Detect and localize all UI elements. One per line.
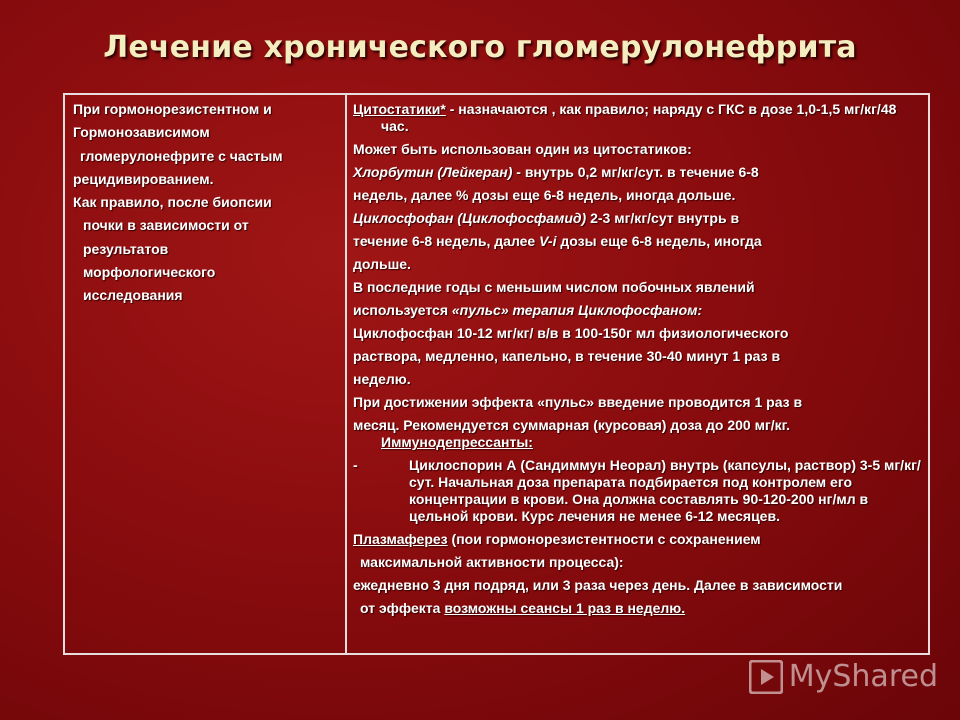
cyclosporine-text: Циклоспорин А (Сандиммун Неорал) внутрь (капсулы, раствор) 3-5 мг/кг/сут. Начальная доза препарата подбирается под контролем его концентрации в крови. Она должна составлять 90-120-200 нг/мл в цельной крови. Курс лечения не менее 6-12 месяцев. bbox=[409, 457, 921, 524]
chlorbutin-line: Хлорбутин (Лейкеран) - внутрь 0,2 мг/кг/сут. в течение 6-8 bbox=[353, 164, 759, 180]
cytostatics-paragraph: Цитостатики* - назначаются , как правило; наряду с ГКС в дозе 1,0-1,5 мг/кг/48 час. bbox=[353, 101, 897, 134]
cyclophosphamide-end-line: дольше. bbox=[353, 256, 411, 272]
plasmapheresis-line: Плазмаферез (пои гормонорезистентности с сохранением bbox=[353, 531, 761, 547]
plasmapheresis-heading: Плазмаферез bbox=[353, 531, 448, 547]
cytostatics-heading: Цитостатики* bbox=[353, 101, 446, 117]
indication-line: рецидивированием. bbox=[73, 170, 214, 187]
cytostatics-choice-text: Может быть использован один из цитостатиков: bbox=[353, 141, 692, 157]
plasmapheresis-sessions-line: от эффекта возможны сеансы 1 раз в неделю. bbox=[360, 600, 686, 616]
indication-line: морфологического bbox=[83, 264, 216, 281]
indication-line: почки в зависимости от bbox=[83, 217, 249, 234]
treatment-details-cell bbox=[347, 95, 928, 653]
play-icon bbox=[749, 660, 783, 694]
indications-cell bbox=[65, 95, 347, 653]
indication-line: Гормонозависимом bbox=[73, 124, 210, 141]
indication-line: результатов bbox=[83, 240, 169, 257]
indication-line: исследования bbox=[83, 287, 183, 304]
pulse-therapy-line: используется «пульс» терапия Циклофосфаном: bbox=[353, 302, 703, 318]
pulse-intro-line: В последние годы с меньшим числом побочных явлений bbox=[353, 279, 755, 295]
slide-title: Лечение хронического гломерулонефрита bbox=[103, 30, 857, 65]
course-dose-paragraph: месяц. Рекомендуется суммарная (курсовая) доза до 200 мг/кг. Иммунодепрессанты: bbox=[353, 417, 790, 450]
pulse-solution-line: раствора, медленно, капельно, в течение 30-40 минут 1 раз в bbox=[353, 348, 781, 364]
cyclosporine-bullet bbox=[353, 457, 922, 525]
watermark bbox=[749, 659, 938, 694]
indication-line: Как правило, после биопсии bbox=[73, 194, 272, 211]
pulse-frequency-line: неделю. bbox=[353, 371, 411, 387]
immunosuppressants-heading: Иммунодепрессанты: bbox=[381, 434, 533, 450]
pulse-dose-line: Циклофосфан 10-12 мг/кг/ в/в в 100-150г мл физиологического bbox=[353, 325, 789, 341]
indication-line: гломерулонефрите с частым bbox=[80, 147, 283, 164]
cyclophosphamide-dose-line: течение 6-8 недель, далее V-i дозы еще 6-8 недель, иногда bbox=[353, 233, 762, 249]
pulse-monthly-line: При достижении эффекта «пульс» введение проводится 1 раз в bbox=[353, 394, 803, 410]
bullet-dash: - bbox=[353, 457, 358, 473]
chlorbutin-dose-line: недель, далее % дозы еще 6-8 недель, иногда дольше. bbox=[353, 187, 736, 203]
treatment-table bbox=[63, 93, 930, 655]
watermark-text: MyShared bbox=[788, 659, 938, 694]
indication-line: При гормонорезистентном и bbox=[73, 101, 272, 117]
plasmapheresis-schedule-line: ежедневно 3 дня подряд, или 3 раза через день. Далее в зависимости bbox=[353, 577, 843, 593]
plasmapheresis-activity-line: максимальной активности процесса): bbox=[360, 554, 624, 570]
cyclophosphamide-line: Циклосфофан (Циклофосфамид) 2-3 мг/кг/сут внутрь в bbox=[353, 210, 740, 226]
